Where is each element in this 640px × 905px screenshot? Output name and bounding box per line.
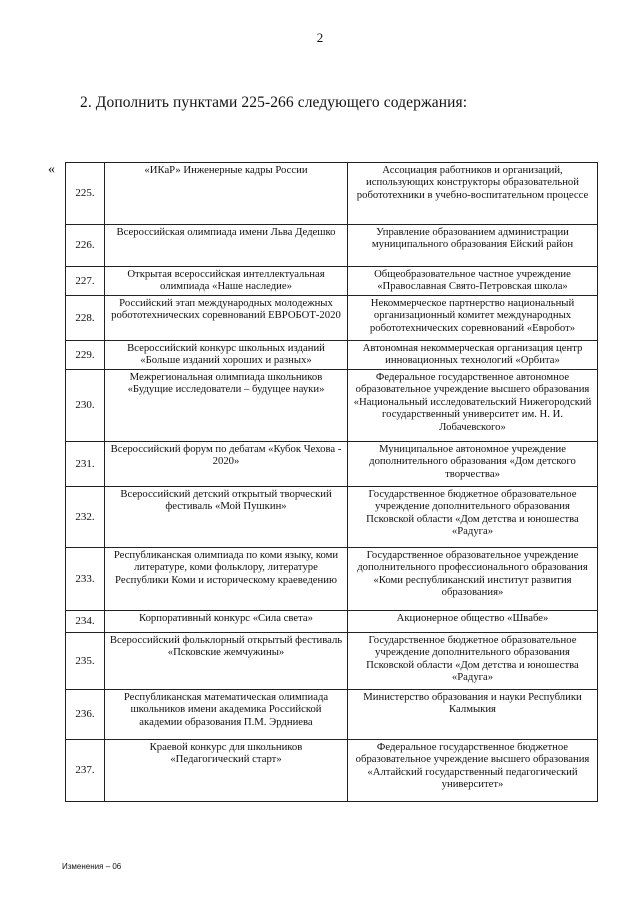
table-row [66,548,598,611]
organizer-name: Государственное образовательное учреждение дополнительного профессионального образования «Коми республиканский институт развития образования» [348,548,598,611]
table-row [66,611,598,633]
row-number: 235. [66,633,105,690]
row-number: 226. [66,225,105,267]
event-name: Всероссийская олимпиада имени Льва Дедешко [105,225,348,267]
organizer-name: Государственное бюджетное образовательное учреждение дополнительного образования Псковской области «Дом детства и юношества «Радуга» [348,487,598,548]
event-name: Всероссийский детский открытый творческий фестиваль «Мой Пушкин» [105,487,348,548]
event-name: Всероссийский форум по дебатам «Кубок Чехова - 2020» [105,442,348,487]
organizer-name: Ассоциация работников и организаций, использующих конструкторы образовательной робототехники в учебно-воспитательном процессе [348,163,598,225]
organizer-name: Государственное бюджетное образовательное учреждение дополнительного образования Псковской области «Дом детства и юношества «Радуга» [348,633,598,690]
table-row [66,225,598,267]
row-number: 236. [66,690,105,740]
table-row [66,341,598,370]
table-row [66,163,598,225]
event-name: Открытая всероссийская интеллектуальная олимпиада «Наше наследие» [105,267,348,296]
event-name: Республиканская математическая олимпиада школьников имени академика Российской академии образования П.М. Эрдниева [105,690,348,740]
event-name: Краевой конкурс для школьников «Педагогический старт» [105,740,348,802]
organizer-name: Федеральное государственное бюджетное образовательное учреждение высшего образования «Алтайский государственный педагогический университет» [348,740,598,802]
table-row [66,633,598,690]
section-heading: 2. Дополнить пунктами 225-266 следующего содержания: [80,94,468,111]
organizer-name: Автономная некоммерческая организация центр инновационных технологий «Орбита» [348,341,598,370]
table-row [66,740,598,802]
row-number: 229. [66,341,105,370]
items-table [65,162,598,802]
table-row [66,690,598,740]
row-number: 232. [66,487,105,548]
event-name: Российский этап международных молодежных робототехнических соревнований ЕВРОБОТ-2020 [105,296,348,341]
table-row [66,487,598,548]
event-name: Всероссийский конкурс школьных изданий «Больше изданий хороших и разных» [105,341,348,370]
organizer-name: Управление образованием администрации муниципального образования Ейский район [348,225,598,267]
event-name: Всероссийский фольклорный открытый фестиваль «Псковские жемчужины» [105,633,348,690]
event-name: Межрегиональная олимпиада школьников «Будущие исследователи – будущее науки» [105,370,348,442]
row-number: 228. [66,296,105,341]
table-row [66,296,598,341]
event-name: Республиканская олимпиада по коми языку, коми литературе, коми фольклору, литературе Республики Коми и историческому краеведению [105,548,348,611]
table-row [66,370,598,442]
row-number: 230. [66,370,105,442]
organizer-name: Министерство образования и науки Республики Калмыкия [348,690,598,740]
opening-quote-mark: « [48,162,55,177]
row-number: 227. [66,267,105,296]
row-number: 231. [66,442,105,487]
row-number: 234. [66,611,105,633]
organizer-name: Некоммерческое партнерство национальный организационный комитет международных робототехнических соревнований «Евробот» [348,296,598,341]
table-row [66,267,598,296]
items-table-body [66,163,598,802]
row-number: 225. [66,163,105,225]
organizer-name: Общеобразовательное частное учреждение «Православная Свято-Петровская школа» [348,267,598,296]
footer-revision: Изменения – 06 [62,862,122,871]
table-row [66,442,598,487]
event-name: «ИКаР» Инженерные кадры России [105,163,348,225]
organizer-name: Федеральное государственное автономное образовательное учреждение высшего образования «Национальный исследовательский Нижегородский государственный университет им. Н. И. Лобачевского» [348,370,598,442]
page-number: 2 [316,30,324,45]
row-number: 237. [66,740,105,802]
organizer-name: Муниципальное автономное учреждение дополнительного образования «Дом детского творчества» [348,442,598,487]
event-name: Корпоративный конкурс «Сила света» [105,611,348,633]
organizer-name: Акционерное общество «Швабе» [348,611,598,633]
row-number: 233. [66,548,105,611]
